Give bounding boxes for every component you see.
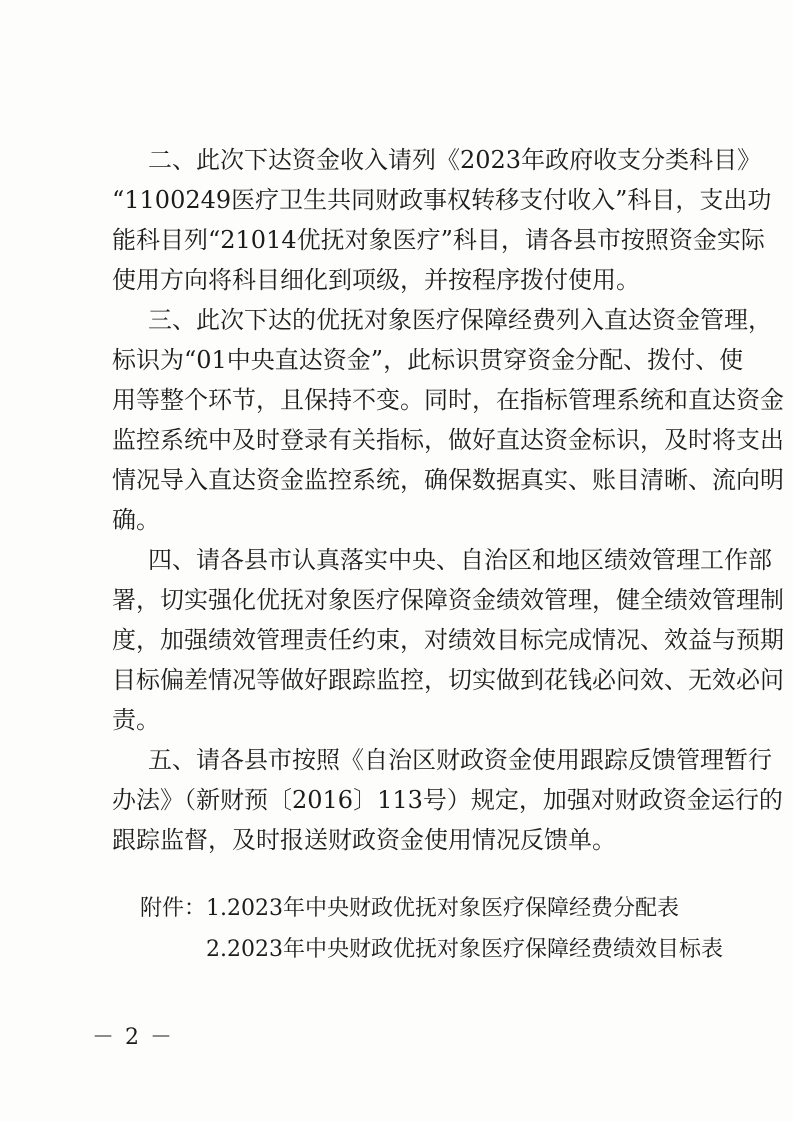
paragraph-4-line-1: 四、请各县市认真落实中央、自治区和地区绩效管理工作部 (148, 546, 772, 574)
paragraph-2-line-2: “1100249医疗卫生共同财政事权转移支付收入”科目，支出功 (112, 186, 772, 214)
attachment-label: 附件： (140, 896, 207, 921)
page-number: － 2 － (92, 1025, 174, 1050)
paragraph-3-line-2: 标识为“01中央直达资金”，此标识贯穿资金分配、拨付、使 (112, 346, 744, 374)
paragraph-3-line-5: 情况导入直达资金监控系统，确保数据真实、账目清晰、流向明 (112, 466, 784, 494)
paragraph-3-line-1: 三、此次下达的优抚对象医疗保障经费列入直达资金管理， (148, 306, 772, 334)
paragraph-2-line-4: 使用方向将科目细化到项级，并按程序拨付使用。 (112, 266, 640, 294)
attachment-item-1: 1.2023年中央财政优抚对象医疗保障经费分配表 (206, 896, 679, 921)
attachment-item-2: 2.2023年中央财政优抚对象医疗保障经费绩效目标表 (206, 937, 723, 962)
paragraph-3-line-3: 用等整个环节，且保持不变。同时，在指标管理系统和直达资金 (112, 386, 784, 414)
paragraph-4-line-2: 署，切实强化优抚对象医疗保障资金绩效管理，健全绩效管理制 (112, 586, 784, 614)
paragraph-4-line-3: 度，加强绩效管理责任约束，对绩效目标完成情况、效益与预期 (112, 626, 784, 654)
paragraph-2-line-3: 能科目列“21014优抚对象医疗”科目，请各县市按照资金实际 (112, 226, 765, 254)
paragraph-3-line-6: 确。 (112, 506, 160, 534)
paragraph-2-line-1: 二、此次下达资金收入请列《2023年政府收支分类科目》 (148, 146, 762, 174)
paragraph-4-line-4: 目标偏差情况等做好跟踪监控，切实做到花钱必问效、无效必问 (112, 666, 784, 694)
paragraph-3-line-4: 监控系统中及时登录有关指标，做好直达资金标识，及时将支出 (112, 426, 784, 454)
paragraph-5-line-1: 五、请各县市按照《自治区财政资金使用跟踪反馈管理暂行 (148, 746, 772, 774)
paragraph-5-line-3: 跟踪监督，及时报送财政资金使用情况反馈单。 (112, 826, 616, 854)
paragraph-5-line-2: 办法》（新财预〔2016〕113号）规定，加强对财政资金运行的 (112, 786, 783, 814)
paragraph-4-line-5: 责。 (112, 706, 160, 734)
